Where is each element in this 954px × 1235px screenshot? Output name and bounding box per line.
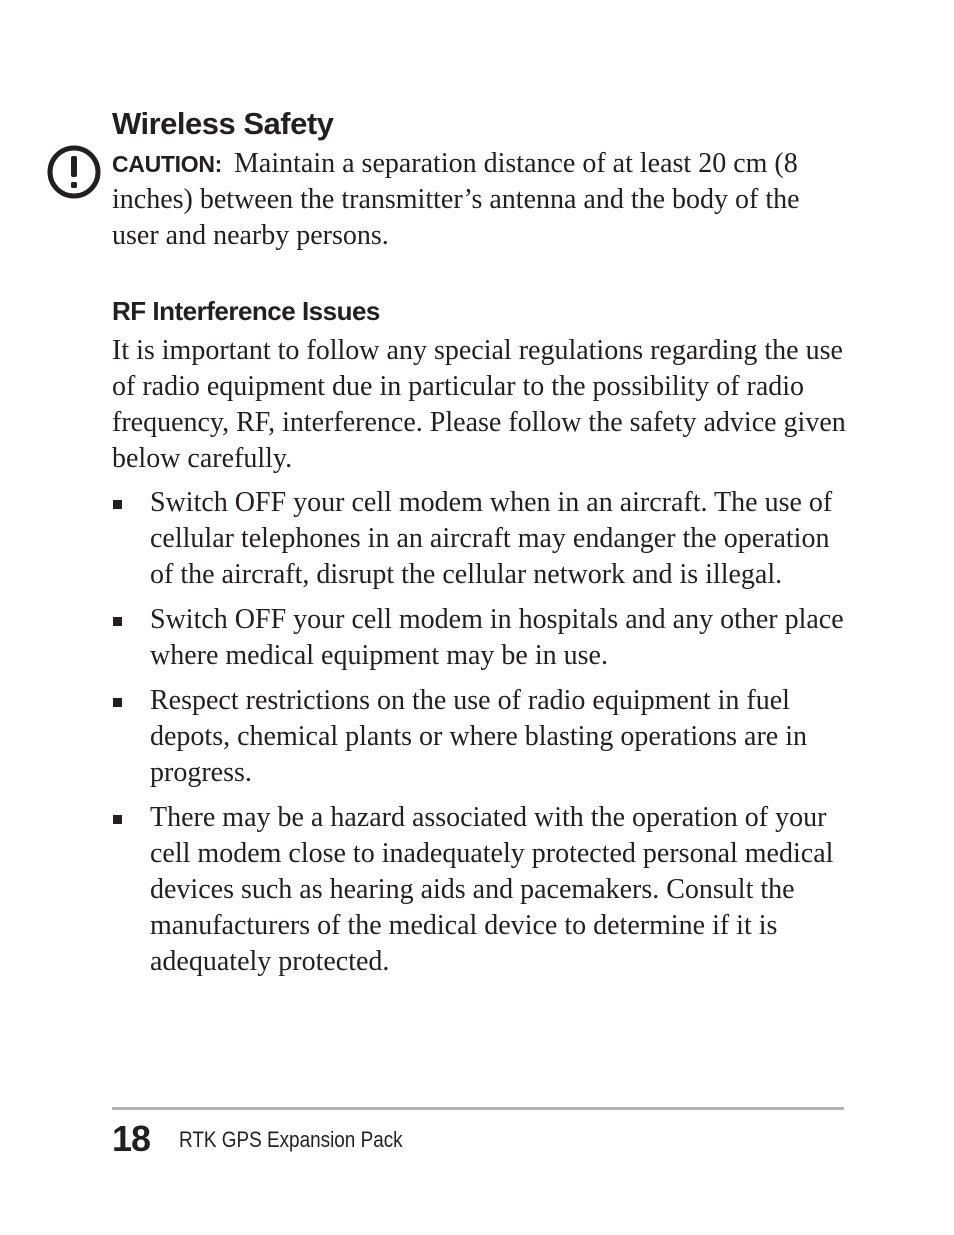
bullet-text: Switch OFF your cell modem when in an aircraft. The use of cellular telephones in an aircraft may endanger the operation of the aircraft, disrupt the cellular network and is illegal. bbox=[150, 487, 833, 590]
page-number: 18 bbox=[112, 1118, 151, 1159]
footer-divider bbox=[112, 1107, 844, 1110]
caution-label: CAUTION: bbox=[112, 151, 223, 177]
square-bullet-icon bbox=[113, 698, 122, 707]
bullet-text: Switch OFF your cell modem in hospitals and any other place where medical equipment may be in use. bbox=[150, 604, 844, 671]
square-bullet-icon bbox=[113, 815, 122, 824]
list-item bbox=[112, 800, 848, 980]
caution-paragraph bbox=[112, 146, 848, 254]
list-item bbox=[112, 602, 848, 674]
square-bullet-icon bbox=[113, 617, 122, 626]
rf-intro-paragraph: It is important to follow any special regulations regarding the use of radio equipment due in particular to the possibility of radio frequency, RF, interference. Please follow the safety advice given below carefully. bbox=[112, 335, 846, 474]
footer-title: RTK GPS Expansion Pack bbox=[179, 1127, 403, 1152]
wireless-safety-heading: Wireless Safety bbox=[112, 106, 334, 141]
square-bullet-icon bbox=[113, 500, 122, 509]
caution-text: Maintain a separation distance of at least 20 cm (8 inches) between the transmitter’s antenna and the body of the user and nearby persons. bbox=[112, 148, 800, 251]
list-item bbox=[112, 683, 848, 791]
safety-bullet-list bbox=[112, 485, 848, 989]
rf-interference-heading: RF Interference Issues bbox=[112, 296, 380, 326]
exclamation-circle-icon bbox=[46, 144, 102, 200]
bullet-text: There may be a hazard associated with the operation of your cell modem close to inadequately protected personal medical devices such as hearing aids and pacemakers. Consult the manufacturers of the medical device to determine if it is adequately protected. bbox=[150, 802, 834, 977]
bullet-text: Respect restrictions on the use of radio equipment in fuel depots, chemical plants or where blasting operations are in progress. bbox=[150, 685, 808, 788]
list-item bbox=[112, 485, 848, 593]
